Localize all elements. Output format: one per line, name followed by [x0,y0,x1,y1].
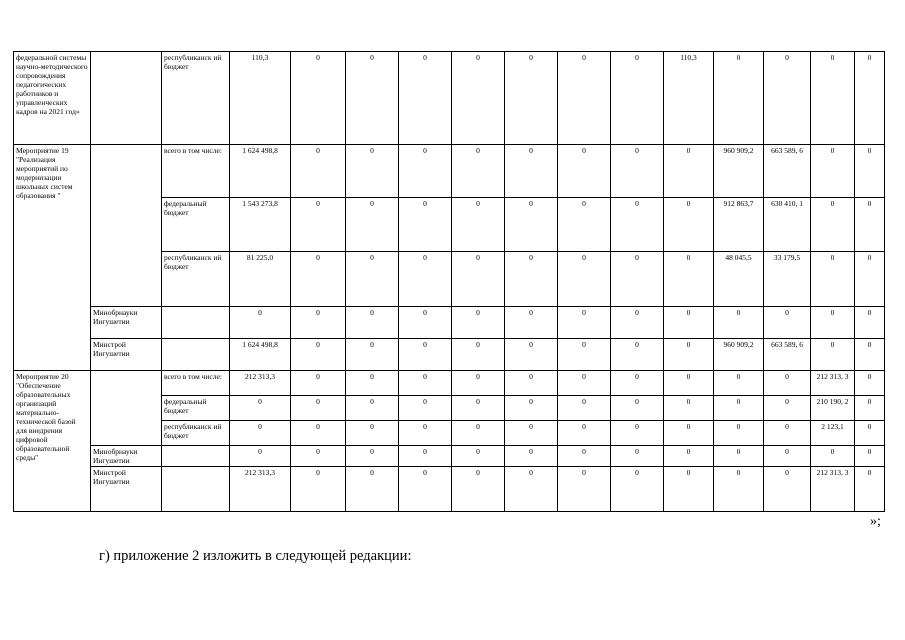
value-cell: 210 190, 2 [811,396,855,421]
value-cell: 0 [346,307,399,339]
value-cell: 0 [452,145,505,198]
value-cell: 212 313,3 [230,371,291,396]
value-cell: 0 [452,421,505,446]
value-cell: 0 [611,52,664,145]
table-row [14,52,885,145]
value-cell: 0 [664,145,714,198]
value-cell: 0 [664,467,714,512]
table-row [14,371,885,396]
value-cell: 212 313,3 [230,467,291,512]
value-cell: 0 [346,52,399,145]
value-cell: 0 [764,421,811,446]
value-cell: 0 [399,446,452,467]
value-cell: 0 [611,396,664,421]
value-cell: 912 863,7 [714,198,764,252]
value-cell: 0 [399,145,452,198]
source-cell: республиканск ий бюджет [162,52,230,145]
value-cell: 0 [664,307,714,339]
value-cell: 0 [230,421,291,446]
value-cell: 0 [346,396,399,421]
value-cell: 0 [714,371,764,396]
source-cell [162,339,230,371]
value-cell: 0 [714,307,764,339]
source-cell [162,467,230,512]
value-cell: 0 [714,396,764,421]
value-cell: 0 [399,371,452,396]
measure-cell: федеральной системы научно-методического сопровождения педагогических работников и управленческих кадров на 2021 год» [14,52,91,145]
value-cell: 0 [811,252,855,307]
value-cell: 0 [611,446,664,467]
source-cell [162,446,230,467]
budget-table-body [14,52,885,512]
value-cell: 0 [452,446,505,467]
value-cell: 0 [855,307,885,339]
value-cell: 2 123,1 [811,421,855,446]
value-cell: 0 [855,52,885,145]
value-cell: 0 [505,371,558,396]
executor-cell [91,145,162,307]
value-cell: 0 [346,446,399,467]
value-cell: 0 [346,421,399,446]
value-cell: 0 [291,396,346,421]
executor-cell: Минобрнауки Ингушетии [91,307,162,339]
value-cell: 0 [714,52,764,145]
value-cell: 0 [452,339,505,371]
source-cell: всего в том числе: [162,371,230,396]
value-cell: 0 [664,446,714,467]
value-cell: 1 624 498,8 [230,339,291,371]
value-cell: 0 [558,371,611,396]
value-cell: 0 [505,307,558,339]
value-cell: 0 [452,371,505,396]
source-cell: федеральный бюджет [162,396,230,421]
source-cell: республиканск ий бюджет [162,252,230,307]
value-cell: 0 [664,339,714,371]
value-cell: 0 [346,252,399,307]
value-cell: 630 410, 1 [764,198,811,252]
value-cell: 0 [611,421,664,446]
value-cell: 0 [811,145,855,198]
value-cell: 0 [558,421,611,446]
value-cell: 0 [452,307,505,339]
value-cell: 0 [505,421,558,446]
value-cell: 0 [291,421,346,446]
value-cell: 0 [346,198,399,252]
value-cell: 0 [714,446,764,467]
value-cell: 0 [714,421,764,446]
value-cell: 0 [452,198,505,252]
value-cell: 212 313, 3 [811,467,855,512]
value-cell: 0 [764,467,811,512]
value-cell: 0 [764,371,811,396]
value-cell: 0 [855,396,885,421]
value-cell: 0 [855,252,885,307]
value-cell: 0 [291,467,346,512]
measure-cell: Мероприятие 19 "Реализация мероприятий по модернизации школьных систем образования " [14,145,91,371]
value-cell: 0 [505,52,558,145]
value-cell: 212 313, 3 [811,371,855,396]
value-cell: 0 [291,339,346,371]
value-cell: 0 [230,396,291,421]
value-cell: 0 [505,252,558,307]
value-cell: 0 [855,145,885,198]
value-cell: 0 [558,252,611,307]
value-cell: 0 [764,307,811,339]
value-cell: 0 [664,371,714,396]
executor-cell: Минстрой Ингушетии [91,339,162,371]
value-cell: 0 [811,446,855,467]
value-cell: 0 [558,145,611,198]
closing-quote-mark: »; [870,514,881,529]
appendix-instruction-text: г) приложение 2 изложить в следующей редакции: [99,548,412,564]
value-cell: 0 [505,467,558,512]
value-cell: 960 909,2 [714,339,764,371]
value-cell: 0 [399,339,452,371]
value-cell: 663 589, 6 [764,339,811,371]
value-cell: 33 179,5 [764,252,811,307]
value-cell: 0 [291,52,346,145]
value-cell: 0 [399,396,452,421]
value-cell: 0 [505,145,558,198]
value-cell: 0 [399,198,452,252]
value-cell: 0 [811,198,855,252]
executor-cell: Минобрнауки Ингушетии [91,446,162,467]
value-cell: 0 [505,339,558,371]
value-cell: 0 [452,252,505,307]
value-cell: 0 [558,396,611,421]
value-cell: 48 045,5 [714,252,764,307]
value-cell: 0 [291,371,346,396]
value-cell: 0 [664,198,714,252]
budget-table [13,51,885,512]
value-cell: 0 [664,421,714,446]
value-cell: 0 [452,52,505,145]
value-cell: 0 [346,467,399,512]
value-cell: 0 [558,467,611,512]
value-cell: 0 [855,467,885,512]
value-cell: 110,3 [664,52,714,145]
value-cell: 0 [664,396,714,421]
value-cell: 0 [558,446,611,467]
value-cell: 0 [611,339,664,371]
table-row [14,339,885,371]
value-cell: 0 [452,396,505,421]
value-cell: 0 [558,339,611,371]
value-cell: 0 [855,446,885,467]
table-row [14,307,885,339]
value-cell: 0 [855,198,885,252]
value-cell: 0 [811,307,855,339]
value-cell: 81 225,0 [230,252,291,307]
value-cell: 960 909,2 [714,145,764,198]
table-row [14,145,885,198]
value-cell: 0 [230,446,291,467]
value-cell: 0 [291,145,346,198]
source-cell: республиканск ий бюджет [162,421,230,446]
value-cell: 0 [452,467,505,512]
source-cell: всего в том числе: [162,145,230,198]
source-cell [162,307,230,339]
value-cell: 0 [611,467,664,512]
value-cell: 0 [611,198,664,252]
value-cell: 0 [346,145,399,198]
value-cell: 0 [811,339,855,371]
value-cell: 0 [611,307,664,339]
table-row [14,446,885,467]
value-cell: 0 [611,252,664,307]
value-cell: 0 [230,307,291,339]
executor-cell [91,371,162,446]
value-cell: 0 [764,446,811,467]
value-cell: 0 [399,467,452,512]
value-cell: 0 [855,421,885,446]
value-cell: 0 [558,198,611,252]
value-cell: 0 [664,252,714,307]
source-cell: федеральный бюджет [162,198,230,252]
executor-cell [91,52,162,145]
value-cell: 0 [505,396,558,421]
value-cell: 0 [714,467,764,512]
value-cell: 0 [346,371,399,396]
value-cell: 0 [291,446,346,467]
value-cell: 0 [764,52,811,145]
value-cell: 110,3 [230,52,291,145]
value-cell: 0 [811,52,855,145]
value-cell: 663 589, 6 [764,145,811,198]
value-cell: 0 [346,339,399,371]
value-cell: 0 [399,52,452,145]
value-cell: 0 [558,307,611,339]
measure-cell: Мероприятие 20 "Обеспечение образовательных организаций материально-технической базой для внедрения цифровой образовательной среды" [14,371,91,512]
value-cell: 0 [291,198,346,252]
value-cell: 0 [855,371,885,396]
value-cell: 1 624 498,8 [230,145,291,198]
value-cell: 0 [399,307,452,339]
executor-cell: Минстрой Ингушетии [91,467,162,512]
value-cell: 0 [505,198,558,252]
value-cell: 0 [399,252,452,307]
value-cell: 1 543 273,8 [230,198,291,252]
value-cell: 0 [505,446,558,467]
value-cell: 0 [764,396,811,421]
value-cell: 0 [611,371,664,396]
value-cell: 0 [291,307,346,339]
value-cell: 0 [291,252,346,307]
value-cell: 0 [558,52,611,145]
table-row [14,467,885,512]
value-cell: 0 [611,145,664,198]
value-cell: 0 [855,339,885,371]
value-cell: 0 [399,421,452,446]
